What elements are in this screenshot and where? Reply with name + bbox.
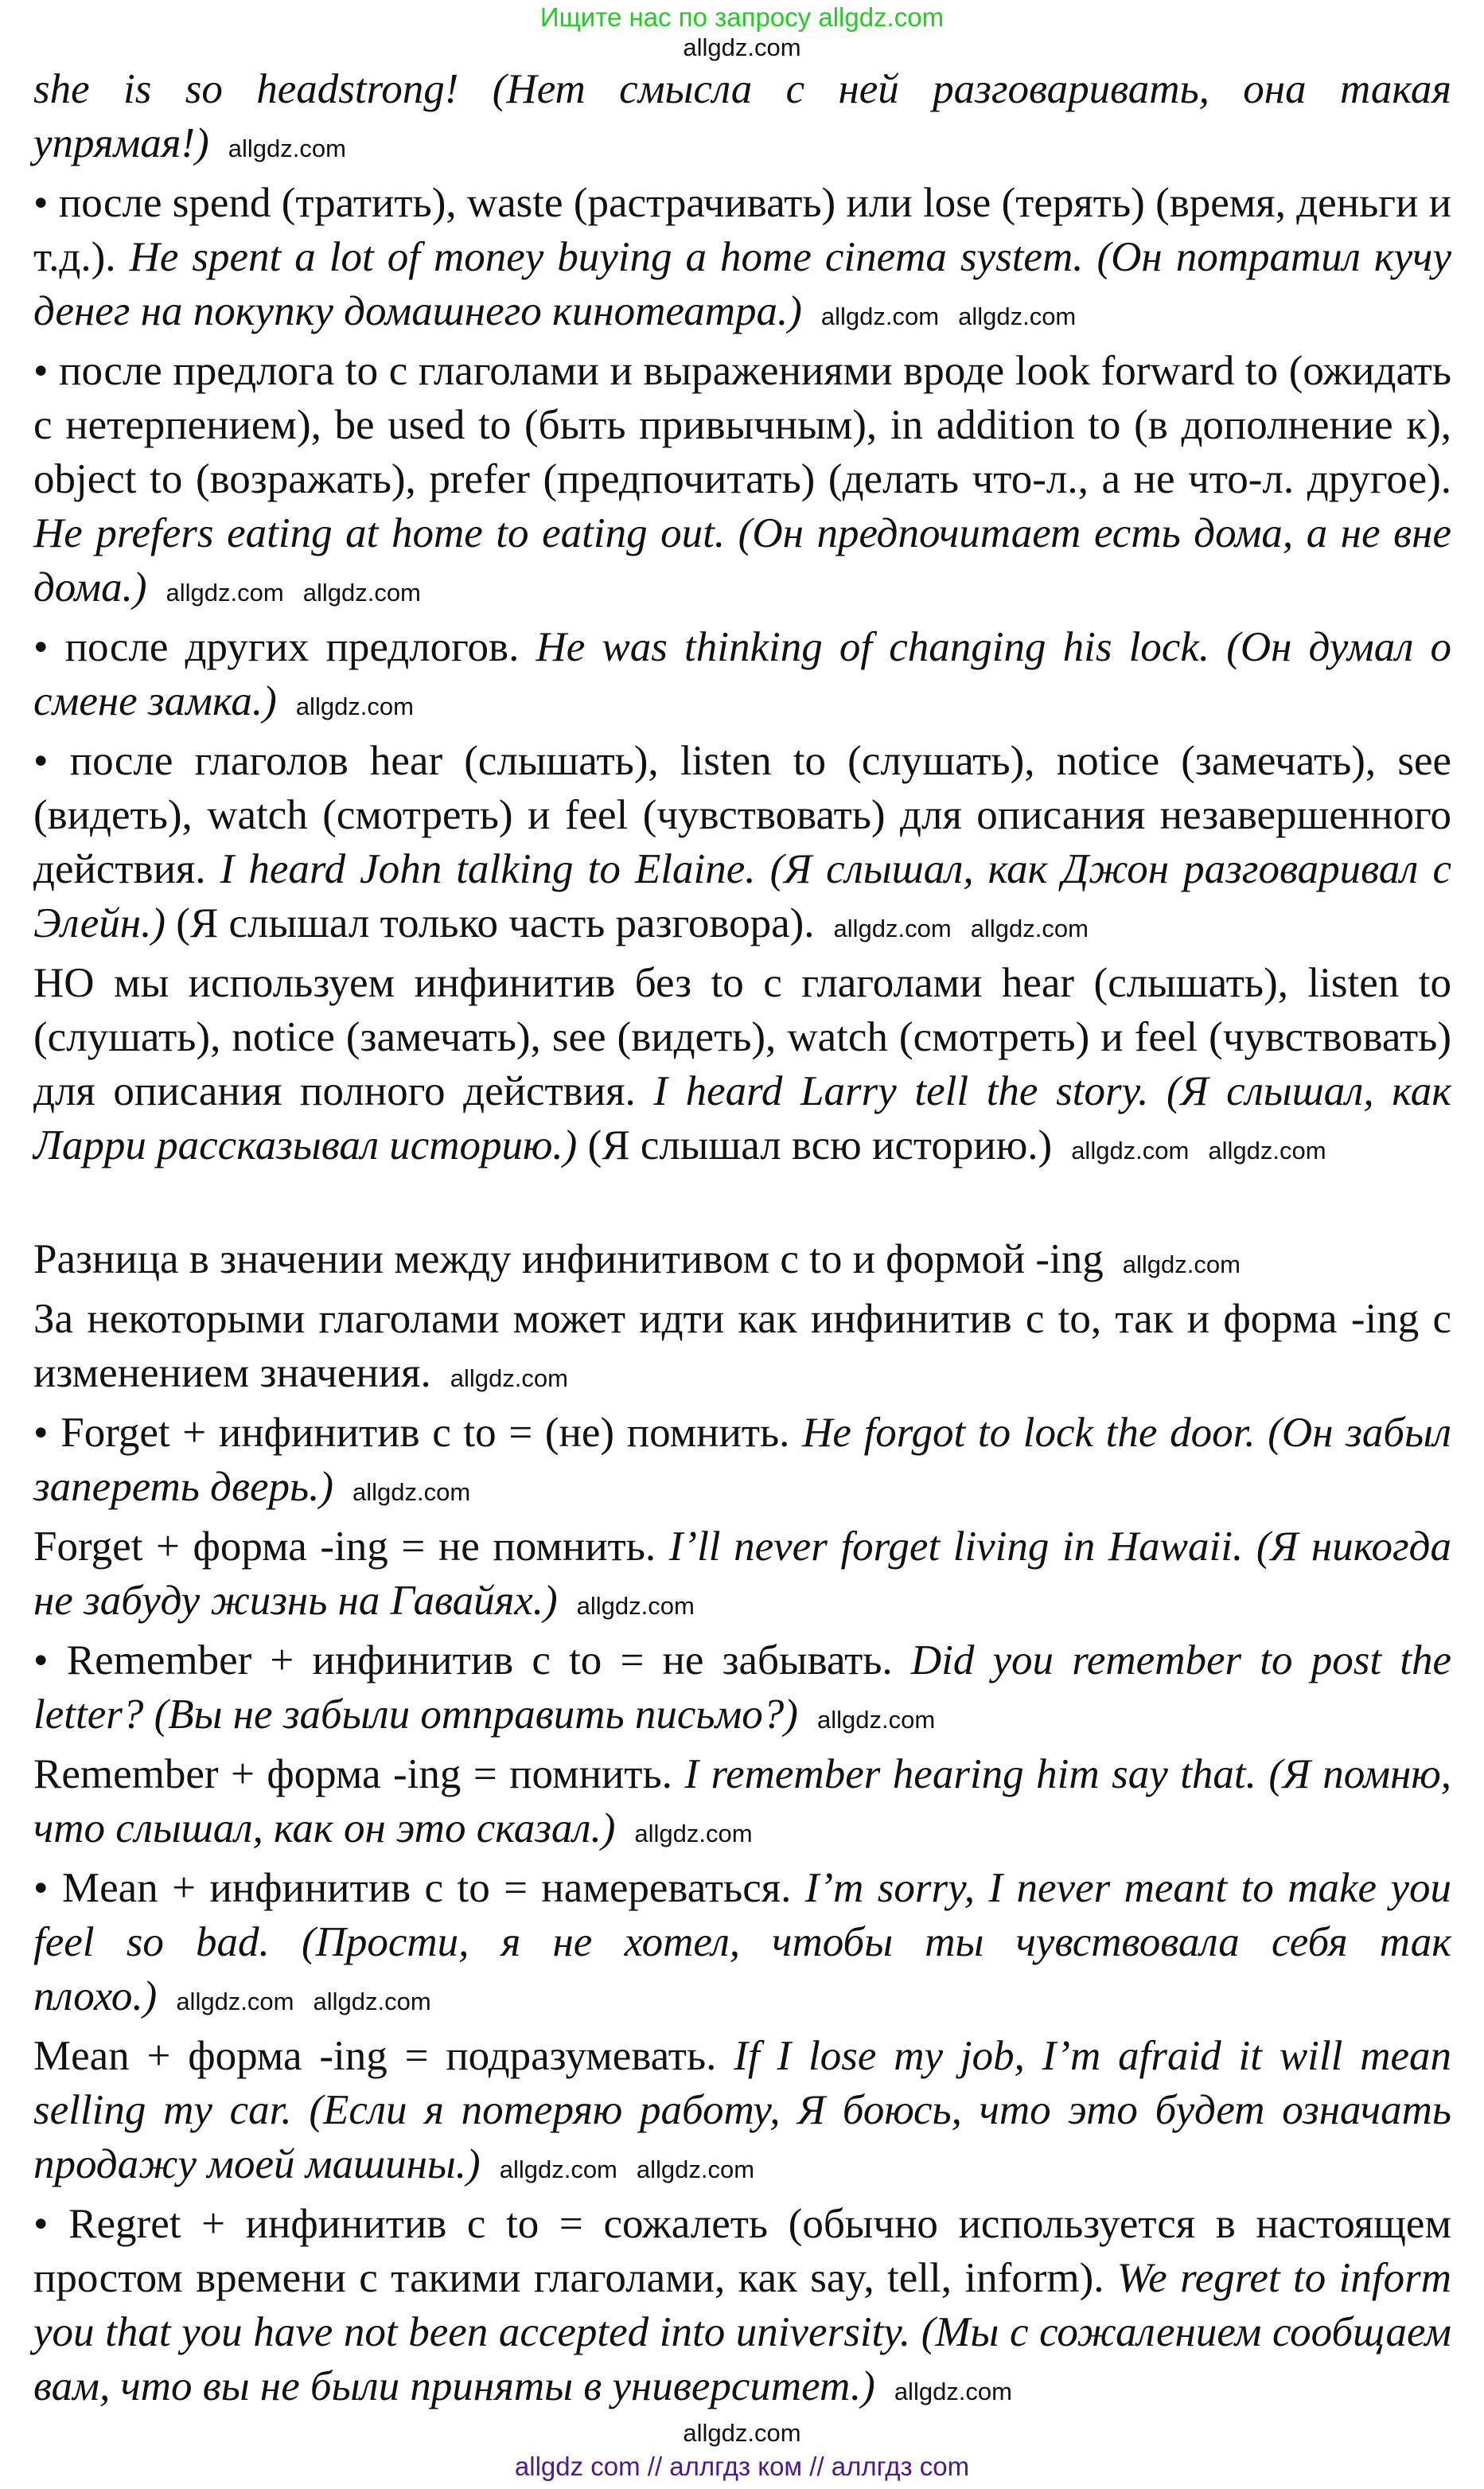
- example-text: We regret to inform you that you have not been accepted into university. (Мы с сожалением сообщаем вам, что вы не были приняты в университет.): [33, 2255, 1451, 2409]
- rule-text: • Mean + инфинитив с to = намереваться.: [33, 1865, 805, 1911]
- rule-text: Forget + форма -ing = не помнить.: [33, 1523, 669, 1570]
- example-text: He was thinking of changing his lock. (Он думал о смене замка.): [33, 624, 1451, 724]
- rule-text: НО мы используем инфинитив без to с глаголами hear (слышать), listen to (слушать), notice (замечать), see (видеть), watch (смотреть) и feel (чувствовать) для описания полного действия.: [33, 960, 1451, 1114]
- watermark: allgdz.com: [450, 1364, 568, 1392]
- watermark: allgdz.com: [228, 135, 346, 162]
- rule-text: За некоторыми глаголами может идти как инфинитив с to, так и форма -ing с изменением значения.: [33, 1296, 1451, 1396]
- rule-text: Mean + форма -ing = подразумевать.: [33, 2033, 734, 2079]
- paragraph: [33, 734, 1451, 956]
- rule-text: • после глаголов hear (слышать), listen to (слушать), notice (замечать), see (видеть), watch (смотреть) и feel (чувствовать) для описания незавершенного действия.: [33, 738, 1451, 892]
- rule-text: • после предлога to с глаголами и выражениями вроде look forward to (ожидать с нетерпением), be used to (быть привычным), in addition to (в дополнение к), object to (возражать), prefer (предпочитать) (делать что-л., а не что-л. другое).: [33, 348, 1451, 502]
- watermark: allgdz.com: [576, 1592, 695, 1620]
- example-text: He spent a lot of money buying a home cinema system. (Он потратил кучу денег на покупку домашнего кинотеатра.): [33, 234, 1451, 334]
- paragraph: [33, 620, 1451, 734]
- paragraph: [33, 176, 1451, 344]
- watermark: allgdz.com: [683, 33, 801, 61]
- example-text: He forgot to lock the door. (Он забыл запереть дверь.): [33, 1410, 1451, 1510]
- example-text: I remember hearing him say that. (Я помню, что слышал, как он это сказал.): [33, 1751, 1451, 1851]
- watermark: allgdz.com: [833, 915, 952, 942]
- search-banner[interactable]: Ищите нас по запросу allgdz.com: [539, 2, 945, 32]
- watermark: allgdz.com: [970, 915, 1089, 942]
- example-text: I’m sorry, I never meant to make you feel so bad. (Прости, я не хотел, чтобы ты чувствовала себя так плохо.): [33, 1865, 1451, 2019]
- watermark: allgdz.com: [352, 1478, 471, 1506]
- example-text: Did you remember to post the letter? (Вы не забыли отправить письмо?): [33, 1637, 1451, 1738]
- paragraph: [33, 1292, 1451, 1406]
- watermark: allgdz.com: [636, 2155, 755, 2183]
- watermark: allgdz.com: [295, 692, 414, 720]
- rule-text: • после других предлогов.: [33, 624, 536, 670]
- rule-text: • Remember + инфинитив с to = не забывать.: [33, 1637, 911, 1683]
- rule-text: • после spend (тратить), waste (растрачивать) или lose (терять) (время, деньги и т.д.).: [33, 180, 1451, 280]
- watermark: allgdz.com: [958, 302, 1077, 330]
- rule-text: Разница в значении между инфинитивом с to и формой -ing: [33, 1236, 1104, 1282]
- rule-text: Remember + форма -ing = помнить.: [33, 1751, 685, 1797]
- rule-text: (Я слышал всю историю.): [577, 1122, 1053, 1168]
- paragraph: [33, 2029, 1451, 2197]
- rule-text: • Regret + инфинитив с to = сожалеть (обычно используется в настоящем простом времени с такими глаголами, как say, tell, inform).: [33, 2201, 1451, 2301]
- example-text: I heard John talking to Elaine. (Я слышал, как Джон разговаривал с Элейн.): [33, 846, 1451, 946]
- paragraph: [33, 1861, 1451, 2029]
- watermark: allgdz.com: [816, 1706, 936, 1734]
- document-body: [33, 62, 1451, 2419]
- watermark: allgdz.com: [634, 1820, 753, 1847]
- example-text: I’ll never forget living in Hawaii. (Я никогда не забуду жизнь на Гавайях.): [33, 1523, 1451, 1624]
- watermark: allgdz.com: [499, 2155, 617, 2183]
- watermark: allgdz.com: [820, 302, 940, 330]
- watermark: allgdz.com: [166, 579, 284, 607]
- watermark: allgdz.com: [894, 2378, 1012, 2405]
- watermark: allgdz.com: [176, 1988, 294, 2015]
- paragraph: [33, 62, 1451, 176]
- paragraph: [33, 956, 1451, 1178]
- example-text: I heard Larry tell the story. (Я слышал, как Ларри рассказывал историю.): [33, 1068, 1451, 1168]
- example-text: He prefers eating at home to eating out. (Он предпочитает есть дома, а не вне дома.): [33, 510, 1451, 611]
- paragraph: [33, 2197, 1451, 2419]
- example-text: she is so headstrong! (Нет смысла с ней разговаривать, она такая упрямая!): [33, 66, 1451, 166]
- paragraph: [33, 1633, 1451, 1747]
- rule-text: (Я слышал только часть разговора).: [166, 900, 815, 946]
- paragraph: [33, 1406, 1451, 1520]
- rule-text: • Forget + инфинитив с to = (не) помнить.: [33, 1410, 803, 1456]
- footer-links[interactable]: allgdz com // аллгдз ком // аллгдз com: [514, 2452, 970, 2481]
- paragraph: [33, 1520, 1451, 1633]
- paragraph: [33, 1232, 1451, 1292]
- watermark: allgdz.com: [313, 1988, 431, 2015]
- paragraph: [33, 344, 1451, 620]
- paragraph: [33, 1747, 1451, 1861]
- example-text: If I lose my job, I’m afraid it will mean selling my car. (Если я потеряю работу, Я боюсь, что это будет означать продажу моей машины.): [33, 2033, 1451, 2187]
- watermark: allgdz.com: [1208, 1137, 1326, 1165]
- watermark: allgdz.com: [1071, 1137, 1190, 1165]
- watermark: allgdz.com: [1122, 1250, 1241, 1278]
- watermark: allgdz.com: [683, 2419, 801, 2447]
- watermark: allgdz.com: [302, 579, 421, 607]
